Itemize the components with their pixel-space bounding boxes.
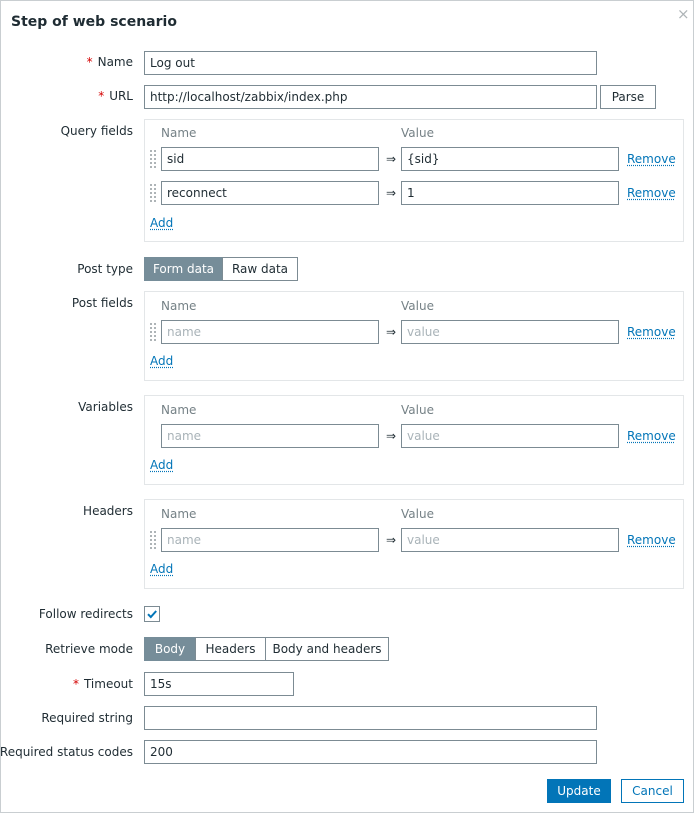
query-fields-table — [144, 119, 684, 242]
variable-name-input[interactable]: name — [161, 424, 379, 448]
add-post-field-link[interactable]: Add — [150, 354, 174, 368]
retrieve-mode-body-and-headers[interactable]: Body and headers — [265, 637, 389, 661]
post-value-input[interactable]: value — [401, 320, 619, 344]
required-status-codes-input[interactable]: 200 — [144, 740, 597, 764]
close-icon[interactable]: × — [677, 5, 690, 23]
required-mark: * — [98, 89, 105, 103]
post-type-label: Post type — [77, 262, 133, 276]
name-label: * Name — [86, 55, 133, 69]
follow-redirects-label: Follow redirects — [38, 607, 133, 621]
remove-link[interactable]: Remove — [627, 325, 676, 339]
column-header-value: Value — [401, 507, 434, 521]
column-header-value: Value — [401, 403, 434, 417]
column-header-name: Name — [161, 299, 197, 313]
column-header-name: Name — [161, 126, 197, 140]
post-type-raw-data[interactable]: Raw data — [222, 257, 298, 281]
update-button[interactable]: Update — [547, 779, 611, 803]
required-mark: * — [86, 55, 93, 69]
required-status-codes-label: Required status codes — [0, 745, 133, 759]
url-label: * URL — [98, 89, 133, 103]
headers-label: Headers — [83, 504, 133, 518]
remove-link[interactable]: Remove — [627, 152, 676, 166]
variables-table — [144, 395, 684, 485]
header-value-input[interactable]: value — [401, 528, 619, 552]
timeout-input[interactable]: 15s — [144, 672, 294, 696]
arrow-icon: ⇒ — [386, 186, 397, 200]
cancel-button[interactable]: Cancel — [621, 779, 684, 803]
arrow-icon: ⇒ — [386, 325, 397, 339]
query-name-input[interactable]: reconnect — [161, 181, 379, 205]
dialog-title: Step of web scenario — [11, 14, 177, 30]
post-type-segmented — [144, 257, 298, 281]
name-input[interactable]: Log out — [144, 51, 597, 75]
post-fields-label: Post fields — [71, 296, 133, 310]
column-header-name: Name — [161, 507, 197, 521]
drag-handle-icon[interactable] — [150, 323, 158, 341]
timeout-label: * Timeout — [72, 677, 133, 691]
column-header-value: Value — [401, 126, 434, 140]
arrow-icon: ⇒ — [386, 533, 397, 547]
arrow-icon: ⇒ — [386, 429, 397, 443]
column-header-name: Name — [161, 403, 197, 417]
remove-link[interactable]: Remove — [627, 533, 676, 547]
retrieve-mode-headers[interactable]: Headers — [195, 637, 266, 661]
url-input[interactable]: http://localhost/zabbix/index.php — [144, 85, 597, 109]
remove-link[interactable]: Remove — [627, 186, 676, 200]
remove-link[interactable]: Remove — [627, 429, 676, 443]
required-mark: * — [72, 677, 79, 691]
query-value-input[interactable]: 1 — [401, 181, 619, 205]
retrieve-mode-segmented — [144, 637, 389, 661]
drag-handle-icon[interactable] — [150, 150, 158, 168]
add-header-link[interactable]: Add — [150, 562, 174, 576]
arrow-icon: ⇒ — [386, 152, 397, 166]
post-fields-table — [144, 291, 684, 381]
post-name-input[interactable]: name — [161, 320, 379, 344]
header-name-input[interactable]: name — [161, 528, 379, 552]
drag-handle-icon[interactable] — [150, 184, 158, 202]
post-type-form-data[interactable]: Form data — [144, 257, 223, 281]
required-string-label: Required string — [41, 711, 133, 725]
checkmark-icon — [146, 608, 158, 620]
drag-handle-icon[interactable] — [150, 531, 158, 549]
query-value-input[interactable]: {sid} — [401, 147, 619, 171]
required-string-input[interactable] — [144, 706, 597, 730]
column-header-value: Value — [401, 299, 434, 313]
query-name-input[interactable]: sid — [161, 147, 379, 171]
add-variable-link[interactable]: Add — [150, 458, 174, 472]
retrieve-mode-body[interactable]: Body — [144, 637, 196, 661]
headers-table — [144, 499, 684, 589]
variables-label: Variables — [78, 400, 133, 414]
add-query-field-link[interactable]: Add — [150, 216, 174, 230]
retrieve-mode-label: Retrieve mode — [45, 642, 133, 656]
follow-redirects-checkbox[interactable] — [144, 606, 160, 622]
parse-button[interactable]: Parse — [600, 85, 656, 109]
query-fields-label: Query fields — [60, 124, 133, 138]
variable-value-input[interactable]: value — [401, 424, 619, 448]
